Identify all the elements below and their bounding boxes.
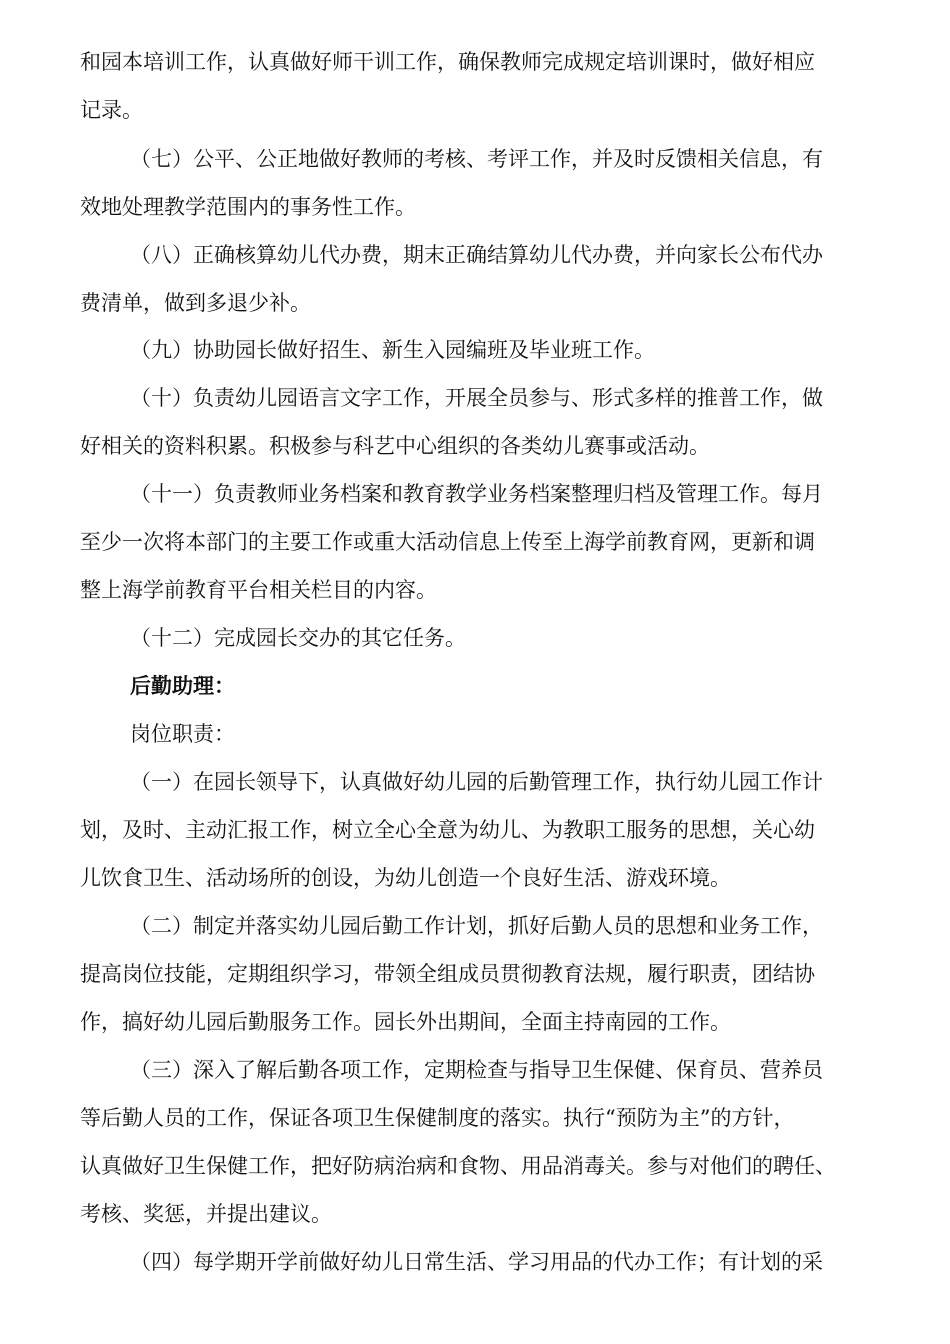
- section-heading: 后勤助理：: [130, 674, 235, 698]
- paragraph-line: 记录。: [80, 98, 143, 122]
- paragraph-line: 和园本培训工作，认真做好师干训工作，确保教师完成规定培训课时，做好相应: [80, 50, 815, 74]
- paragraph-line: 划，及时、主动汇报工作，树立全心全意为幼儿、为教职工服务的思想，关心幼: [80, 818, 815, 842]
- paragraph-line: 作，搞好幼儿园后勤服务工作。园长外出期间，全面主持南园的工作。: [80, 1010, 731, 1034]
- paragraph-line: （七）公平、公正地做好教师的考核、考评工作，并及时反馈相关信息，有: [130, 147, 823, 171]
- paragraph-line: 好相关的资料积累。积极参与科艺中心组织的各类幼儿赛事或活动。: [80, 434, 710, 458]
- paragraph-line: 费清单，做到多退少补。: [80, 291, 311, 315]
- paragraph-line: 提高岗位技能，定期组织学习，带领全组成员贯彻教育法规，履行职责，团结协: [80, 962, 815, 986]
- paragraph-line: （四）每学期开学前做好幼儿日常生活、学习用品的代办工作；有计划的采: [130, 1250, 823, 1274]
- paragraph-line: （十二）完成园长交办的其它任务。: [130, 626, 466, 650]
- paragraph-line: （十一）负责教师业务档案和教育教学业务档案整理归档及管理工作。每月: [130, 482, 823, 506]
- paragraph-line: （九）协助园长做好招生、新生入园编班及毕业班工作。: [130, 338, 655, 362]
- paragraph-line: 至少一次将本部门的主要工作或重大活动信息上传至上海学前教育网，更新和调: [80, 530, 815, 554]
- paragraph-line: （三）深入了解后勤各项工作，定期检查与指导卫生保健、保育员、营养员: [130, 1058, 823, 1082]
- paragraph-line: （八）正确核算幼儿代办费，期末正确结算幼儿代办费，并向家长公布代办: [130, 243, 823, 267]
- paragraph-line: （二）制定并落实幼儿园后勤工作计划，抓好后勤人员的思想和业务工作，: [130, 914, 823, 938]
- paragraph-line: 等后勤人员的工作，保证各项卫生保健制度的落实。执行“预防为主”的方针，: [80, 1106, 795, 1130]
- paragraph-line: 整上海学前教育平台相关栏目的内容。: [80, 578, 437, 602]
- paragraph-line: 认真做好卫生保健工作，把好防病治病和食物、用品消毒关。参与对他们的聘任、: [80, 1154, 836, 1178]
- subheading: 岗位职责：: [130, 722, 235, 746]
- paragraph-line: （一）在园长领导下，认真做好幼儿园的后勤管理工作，执行幼儿园工作计: [130, 770, 823, 794]
- paragraph-line: 考核、奖惩，并提出建议。: [80, 1202, 332, 1226]
- paragraph-line: 效地处理教学范围内的事务性工作。: [80, 195, 416, 219]
- paragraph-line: 儿饮食卫生、活动场所的创设，为幼儿创造一个良好生活、游戏环境。: [80, 866, 731, 890]
- paragraph-line: （十）负责幼儿园语言文字工作，开展全员参与、形式多样的推普工作，做: [130, 386, 823, 410]
